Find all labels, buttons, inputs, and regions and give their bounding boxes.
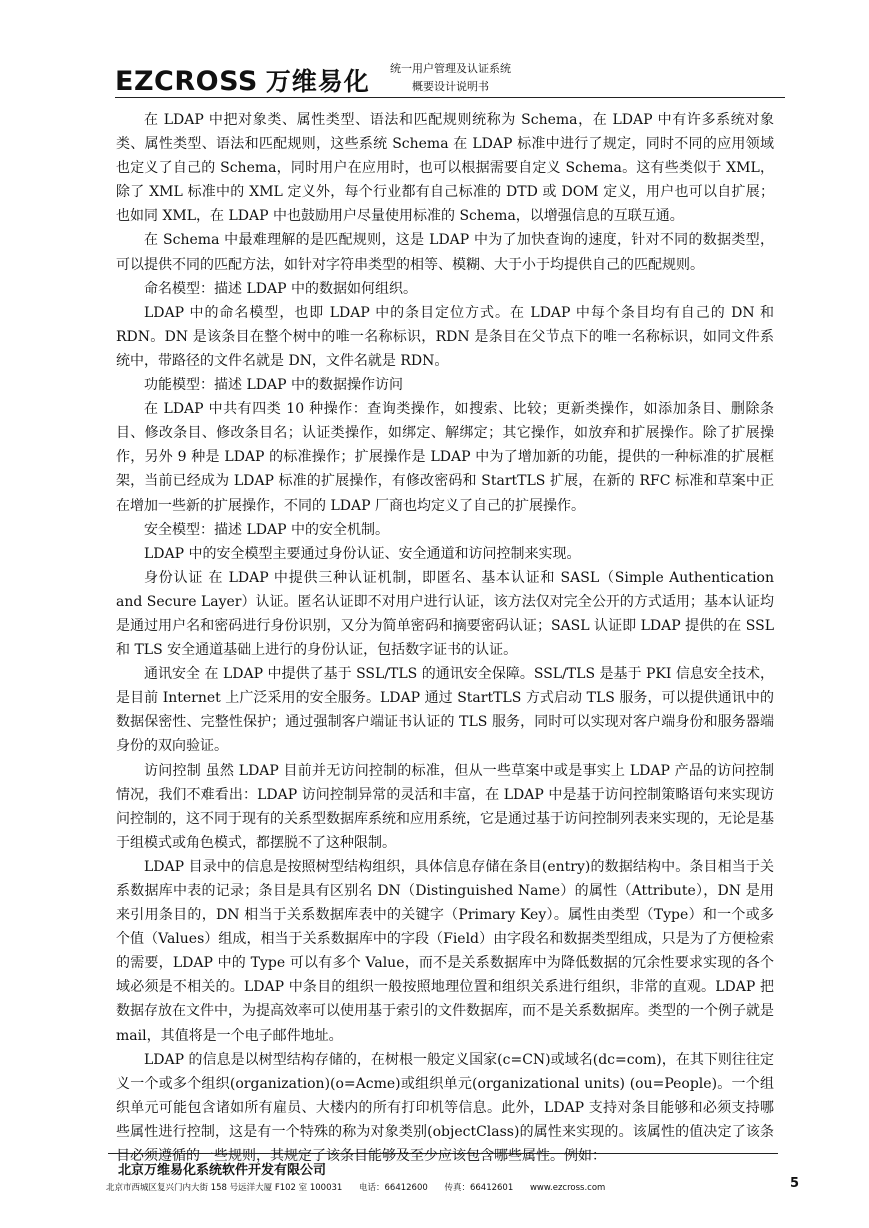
paragraph: 在 Schema 中最难理解的是匹配规则，这是 LDAP 中为了加快查询的速度，针对不同的数据类型，可以提供不同的匹配方法，如针对字符串类型的相等、模糊、大于小于均提供自己的匹配规则。 [116, 232, 774, 273]
header-divider [115, 97, 785, 98]
paragraph: LDAP 中的安全模型主要通过身份认证、安全通道和访问控制来实现。 [144, 545, 581, 562]
footer-address: 北京市西城区复兴门内大街 158 号远洋大厦 F102 室 100031 [106, 1183, 343, 1193]
paragraph: LDAP 中的命名模型，也即 LDAP 中的条目定位方式。在 LDAP 中每个条目均有自己的 DN 和 RDN。DN 是该条目在整个树中的唯一名称标识，RDN 是条目在父节点下的唯一名称标识，如同文件系统中，带路径的文件名就是 DN，文件名就是 RDN。 [116, 304, 774, 369]
logo-text: EZCROSS [115, 66, 258, 97]
paragraph: 访问控制 虽然 LDAP 目前并无访问控制的标准，但从一些草案中或是事实上 LDAP 产品的访问控制情况，我们不难看出：LDAP 访问控制异常的灵活和丰富，在 LDAP 中是基于访问控制策略语句来实现访问控制的，这不同于现有的关系型数据库系统和应用系统，它是通过基于访问控制列表来实现的，无论是基于组模式或角色模式，都摆脱不了这种限制。 [116, 762, 774, 851]
footer-contact [106, 1181, 619, 1193]
paragraph: 命名模型：描述 LDAP 中的数据如何组织。 [144, 280, 417, 297]
document-title-line2: 概要设计说明书 [412, 80, 489, 93]
footer-divider [108, 1153, 778, 1154]
paragraph: LDAP 的信息是以树型结构存储的，在树根一般定义国家(c=CN)或域名(dc=com)，在其下则往往定义一个或多个组织(organization)(o=Acme)或组织单元(organizational units) (ou=People)。一个组织单元可能包含诸如所有雇员、大楼内的所有打印机等信息。此外，LDAP 支持对条目能够和必须支持哪些属性进行控制，这是有一个特殊的称为对象类别(objectClass)的属性来实现的。该属性的值决定了该条目必须遵循的一些规则，其规定了该条目能够及至少应该包含哪些属性。例如： [116, 1051, 774, 1165]
paragraph: 通讯安全 在 LDAP 中提供了基于 SSL/TLS 的通讯安全保障。SSL/TLS 是基于 PKI 信息安全技术，是目前 Internet 上广泛采用的安全服务。LDAP 通过 StartTLS 方式启动 TLS 服务，可以提供通讯中的数据保密性、完整性保护；通过强制客户端证书认证的 TLS 服务，同时可以实现对客户端身份和服务器端身份的双向验证。 [116, 666, 774, 755]
paragraph: 身份认证 在 LDAP 中提供三种认证机制，即匿名、基本认证和 SASL（Simple Authentication and Secure Layer）认证。匿名认证即不对用户进行认证，该方法仅对完全公开的方式适用；基本认证均是通过用户名和密码进行身份识别，又分为简单密码和摘要密码认证；SASL 认证即 LDAP 提供的在 SSL 和 TLS 安全通道基础上进行的身份认证，包括数字证书的认证。 [116, 569, 774, 659]
footer-website: www.ezcross.com [529, 1183, 606, 1193]
company-logo [115, 62, 370, 98]
footer-phone: 电话：66412600 [359, 1183, 428, 1193]
page-header [115, 56, 785, 98]
paragraph: 安全模型：描述 LDAP 中的安全机制。 [144, 521, 389, 538]
document-title-line1: 统一用户管理及认证系统 [390, 62, 511, 75]
paragraph: 在 LDAP 中共有四类 10 种操作：查询类操作，如搜索、比较；更新类操作，如添加条目、删除条目、修改条目、修改条目名；认证类操作，如绑定、解绑定；其它操作，如放弃和扩展操作。除了扩展操作，另外 9 种是 LDAP 的标准操作；扩展操作是 LDAP 中为了增加新的功能，提供的一种标准的扩展框架，当前已经成为 LDAP 标准的扩展操作，有修改密码和 StartTLS 扩展，在新的 RFC 标准和草案中正在增加一些新的扩展操作，不同的 LDAP 厂商也均定义了自己的扩展操作。 [116, 401, 774, 514]
paragraph: 功能模型：描述 LDAP 中的数据操作访问 [144, 377, 403, 394]
footer-fax: 传真：66412601 [444, 1183, 514, 1193]
logo-chinese-text: 万维易化 [265, 67, 370, 96]
document-title [390, 60, 511, 96]
paragraph: 在 LDAP 中把对象类、属性类型、语法和匹配规则统称为 Schema，在 LDAP 中有许多系统对象类、属性类型、语法和匹配规则，这些系统 Schema 在 LDAP 标准中进行了规定，同时不同的应用领域也定义了自己的 Schema，同时用户在应用时，也可以根据需要自定义 Schema。这有些类似于 XML，除了 XML 标准中的 XML 定义外，每个行业都有自己标准的 DTD 或 DOM 定义，用户也可以自扩展；也如同 XML，在 LDAP 中也鼓励用户尽量使用标准的 Schema，以增强信息的互联互通。 [116, 112, 774, 225]
paragraph: LDAP 目录中的信息是按照树型结构组织，具体信息存储在条目(entry)的数据结构中。条目相当于关系数据库中表的记录；条目是具有区别名 DN（Distinguished Name）的属性（Attribute），DN 是用来引用条目的，DN 相当于关系数据库表中的关键字（Primary Key）。属性由类型（Type）和一个或多个值（Values）组成，相当于关系数据库中的字段（Field）由字段名和数据类型组成，只是为了方便检索的需要，LDAP 中的 Type 可以有多个 Value，而不是关系数据库中为降低数据的冗余性要求实现的各个域必须是不相关的。LDAP 中条目的组织一般按照地理位置和组织关系进行组织，非常的直观。LDAP 把数据存放在文件中，为提高效率可以使用基于索引的文件数据库，而不是关系数据库。类型的一个例子就是 mail，其值将是一个电子邮件地址。 [116, 858, 774, 1044]
page-number: 5 [790, 1176, 800, 1191]
body-text [116, 108, 774, 1168]
footer-company-name: 北京万维易化系统软件开发有限公司 [118, 1163, 327, 1178]
